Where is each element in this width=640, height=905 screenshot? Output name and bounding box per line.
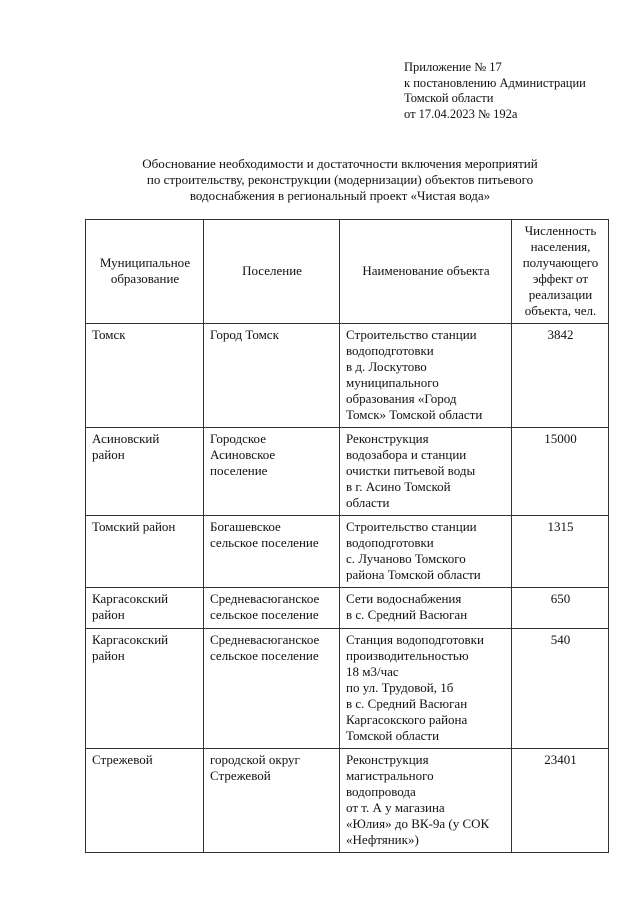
table-row [86,588,609,629]
cell-municipality: Томский район [86,516,204,588]
cell-object: Реконструкция водозабора и станции очистки питьевой воды в г. Асино Томской области [340,428,512,516]
cell-settlement: Городское Асиновское поселение [204,428,340,516]
cell-municipality: Асиновский район [86,428,204,516]
appendix-number: Приложение № 17 [404,60,502,74]
cell-population: 15000 [512,428,609,516]
cell-settlement: Город Томск [204,324,340,428]
cell-object: Реконструкция магистрального водопровода от т. А у магазина «Юлия» до ВК-9а (у СОК «Нефтяник») [340,749,512,853]
cell-object: Станция водоподготовки производительностью 18 м3/час по ул. Трудовой, 1б в с. Средний Васюган Каргасокского района Томской области [340,629,512,749]
cell-population: 650 [512,588,609,629]
header-population: Численность населения, получающего эффект от реализации объекта, чел. [512,220,609,324]
cell-population: 23401 [512,749,609,853]
appendix-decree-ref: к постановлению Администрации [404,75,586,90]
cell-population: 540 [512,629,609,749]
header-settlement: Поселение [204,220,340,324]
table-header-row [86,220,609,324]
table-row [86,629,609,749]
header-municipality: Муниципальное образование [86,220,204,324]
cell-settlement: городской округ Стрежевой [204,749,340,853]
appendix-header [404,60,586,122]
table-row [86,324,609,428]
cell-object: Сети водоснабжения в с. Средний Васюган [340,588,512,629]
appendix-date: от 17.04.2023 № 192а [404,106,518,121]
cell-settlement: Богашевское сельское поселение [204,516,340,588]
cell-population: 3842 [512,324,609,428]
header-object: Наименование объекта [340,220,512,324]
cell-municipality: Томск [86,324,204,428]
appendix-region: Томской области [404,91,494,105]
cell-municipality: Каргасокский район [86,588,204,629]
cell-settlement: Средневасюганское сельское поселение [204,629,340,749]
table-row [86,428,609,516]
cell-municipality: Каргасокский район [86,629,204,749]
cell-municipality: Стрежевой [86,749,204,853]
projects-table [85,219,609,853]
cell-object: Строительство станции водоподготовки в д. Лоскутово муниципального образования «Город Томск» Томской области [340,324,512,428]
cell-settlement: Средневасюганское сельское поселение [204,588,340,629]
table-row [86,749,609,853]
cell-object: Строительство станции водоподготовки с. Лучаново Томского района Томской области [340,516,512,588]
document-title: Обоснование необходимости и достаточности включения мероприятий по строительству, реконструкции (модернизации) объектов питьевого водоснабжения в региональный проект «Чистая вода» [142,156,538,203]
cell-population: 1315 [512,516,609,588]
table-row [86,516,609,588]
